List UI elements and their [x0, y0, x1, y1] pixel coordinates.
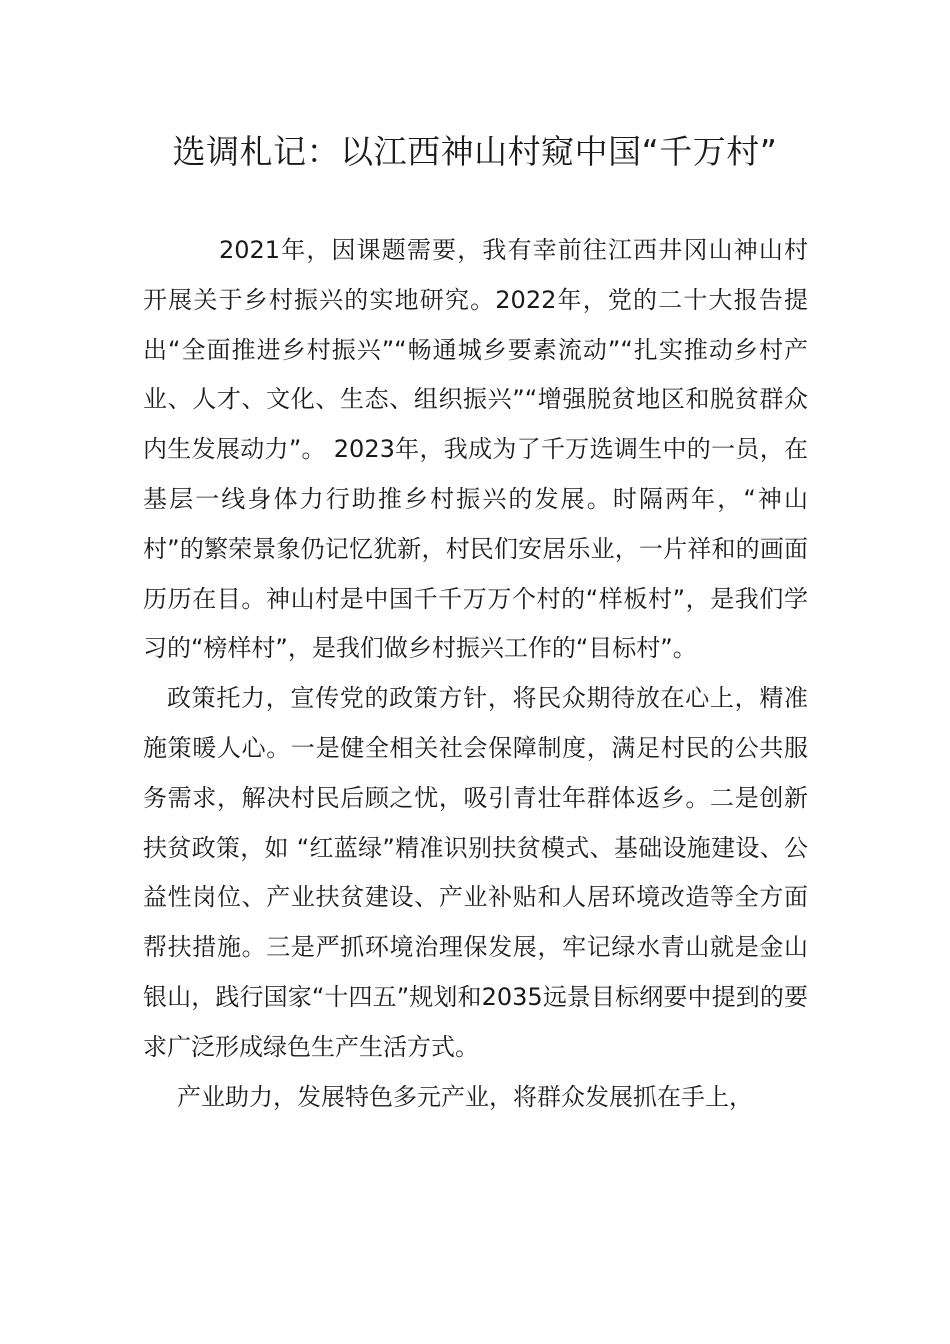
document-body	[143, 226, 808, 1122]
document-title: 选调札记：以江西神山村窥中国“千万村”	[172, 132, 778, 171]
paragraph-intro: 2021年，因课题需要，我有幸前往江西井冈山神山村开展关于乡村振兴的实地研究。2022年，党的二十大报告提出“全面推进乡村振兴”“畅通城乡要素流动”“扎实推动乡村产业、人才、文化、生态、组织振兴”“增强脱贫地区和脱贫群众内生发展动力”。 2023年，我成为了千万选调生中的一员，在基层一线身体力行助推乡村振兴的发展。时隔两年，“神山村”的繁荣景象仍记忆犹新，村民们安居乐业，一片祥和的画面历历在目。神山村是中国千千万万个村的“样板村”，是我们学习的“榜样村”，是我们做乡村振兴工作的“目标村”。	[143, 236, 808, 663]
paragraph-policy: 政策托力，宣传党的政策方针，将民众期待放在心上，精准施策暖人心。一是健全相关社会保障制度，满足村民的公共服务需求，解决村民后顾之忧，吸引青壮年群体返乡。二是创新扶贫政策，如 “红蓝绿”精准识别扶贫模式、基础设施建设、公益性岗位、产业扶贫建设、产业补贴和人居环境改造等全方面帮扶措施。三是严抓环境治理保发展，牢记绿水青山就是金山银山，践行国家“十四五”规划和2035远景目标纲要中提到的要求广泛形成绿色生产生活方式。	[143, 684, 808, 1061]
paragraph-industry: 产业助力，发展特色多元产业，将群众发展抓在手上，	[177, 1082, 753, 1111]
